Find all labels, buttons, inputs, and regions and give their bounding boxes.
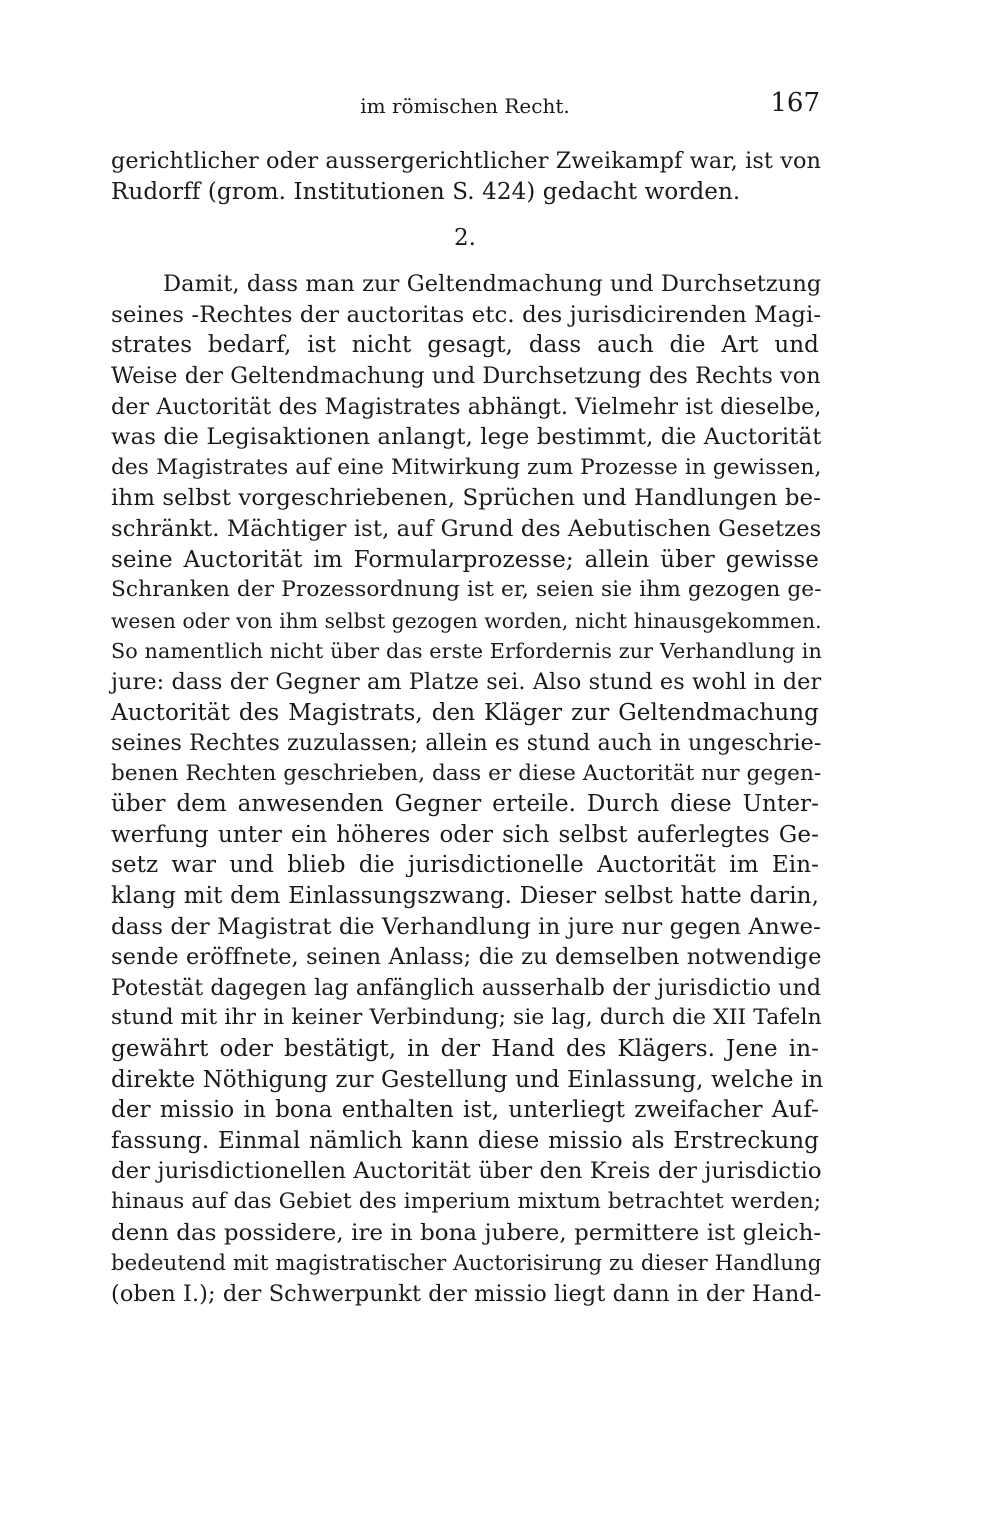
- text-line: der Auctorität des Magistrates abhängt. Vielmehr ist dieselbe,: [111, 393, 822, 420]
- text-line: So namentlich nicht über das erste Erfordernis zur Verhandlung in: [111, 639, 822, 664]
- text-line: bedeutend mit magistratischer Auctorisirung zu dieser Handlung: [111, 1250, 822, 1276]
- running-title: im römischen Recht.: [360, 94, 570, 118]
- text-line: was die Legisaktionen anlangt, lege bestimmt, die Auctorität: [111, 424, 822, 451]
- text-line: Potestät dagegen lag anfänglich ausserhalb der jurisdictio und: [111, 974, 822, 1001]
- text-line: setz war und blieb die jurisdictionelle Auctorität im Ein-: [111, 852, 819, 879]
- section-number: 2.: [454, 225, 476, 252]
- text-line: gewährt oder bestätigt, in der Hand des Klägers. Jene in-: [111, 1036, 819, 1063]
- text-line: strates bedarf, ist nicht gesagt, dass auch die Art und: [111, 332, 819, 359]
- text-line: Damit, dass man zur Geltendmachung und Durchsetzung: [163, 271, 822, 298]
- text-line: werfung unter ein höheres oder sich selbst auferlegtes Ge-: [111, 821, 819, 848]
- text-line: (oben I.); der Schwerpunkt der missio liegt dann in der Hand-: [111, 1280, 822, 1307]
- text-line: dass der Magistrat die Verhandlung in jure nur gegen Anwe-: [111, 913, 821, 940]
- text-line: klang mit dem Einlassungszwang. Dieser selbst hatte darin,: [111, 883, 819, 910]
- main-paragraph: [111, 269, 824, 1309]
- page-number: 167: [770, 88, 820, 118]
- text-line: der jurisdictionellen Auctorität über den Kreis der jurisdictio: [111, 1158, 822, 1185]
- text-line: benen Rechten geschrieben, dass er diese Auctorität nur gegen-: [111, 760, 822, 786]
- text-line: der missio in bona enthalten ist, unterliegt zweifacher Auf-: [111, 1097, 819, 1124]
- text-line: sende eröffnete, seinen Anlass; die zu demselben notwendige: [111, 944, 822, 971]
- text-line: ihm selbst vorgeschriebenen, Sprüchen und Handlungen be-: [111, 485, 821, 512]
- text-line: gerichtlicher oder aussergerichtlicher Zweikampf war, ist von: [111, 148, 822, 174]
- body-text: [111, 146, 824, 1309]
- text-line: fassung. Einmal nämlich kann diese missio als Erstreckung: [111, 1127, 819, 1154]
- text-line: hinaus auf das Gebiet des imperium mixtum betrachtet werden;: [111, 1189, 822, 1214]
- text-line: seines -Rechtes der auctoritas etc. des jurisdicirenden Magi-: [111, 301, 822, 328]
- text-line: Auctorität des Magistrats, den Kläger zur Geltendmachung: [111, 699, 819, 726]
- text-line: seine Auctorität im Formularprozesse; allein über gewisse: [111, 546, 819, 573]
- text-line: direkte Nöthigung zur Gestellung und Einlassung, welche in: [111, 1066, 824, 1093]
- text-line: über dem anwesenden Gegner erteile. Durch diese Unter-: [111, 791, 819, 818]
- text-line: Schranken der Prozessordnung ist er, seien sie ihm gezogen ge-: [111, 577, 822, 603]
- text-line: denn das possidere, ire in bona jubere, permittere ist gleich-: [111, 1219, 822, 1246]
- text-line: des Magistrates auf eine Mitwirkung zum Prozesse in gewissen,: [111, 454, 822, 480]
- text-line: wesen oder von ihm selbst gezogen worden, nicht hinausgekommen.: [111, 608, 822, 633]
- text-line: seines Rechtes zuzulassen; allein es stund auch in ungeschrie-: [111, 730, 822, 757]
- text-line: Weise der Geltendmachung und Durchsetzung des Rechts von: [111, 362, 821, 389]
- text-line: stund mit ihr in keiner Verbindung; sie lag, durch die XII Tafeln: [111, 1005, 822, 1031]
- text-line: schränkt. Mächtiger ist, auf Grund des Aebutischen Gesetzes: [111, 515, 822, 542]
- running-head: [110, 88, 820, 124]
- text-line: Rudorff (grom. Institutionen S. 424) gedacht worden.: [111, 178, 741, 205]
- text-line: jure: dass der Gegner am Platze sei. Also stund es wohl in der: [111, 668, 822, 695]
